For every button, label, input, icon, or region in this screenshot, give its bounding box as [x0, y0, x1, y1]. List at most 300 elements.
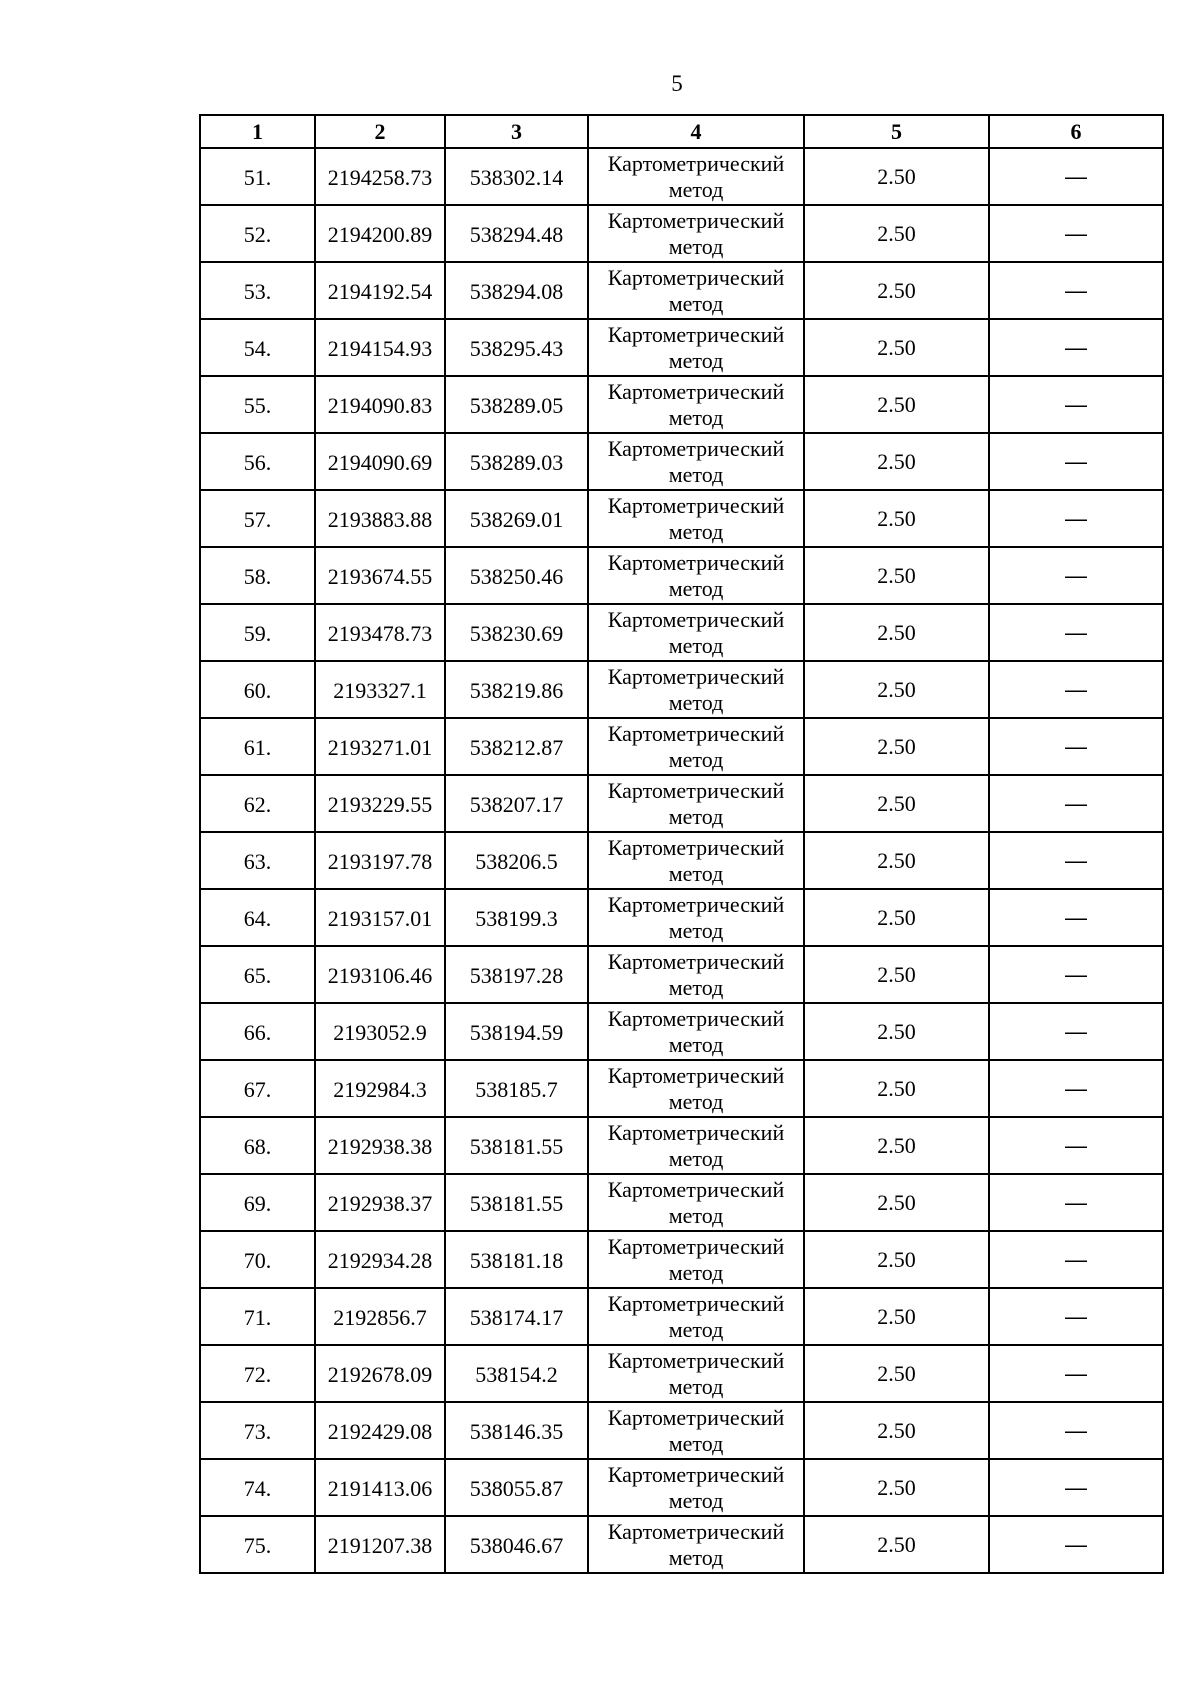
method-line-2: метод	[668, 347, 724, 373]
method-line-2: метод	[668, 1259, 724, 1285]
method-cell	[588, 319, 804, 376]
accuracy-cell	[804, 1516, 989, 1573]
y-coordinate: 538289.03	[469, 449, 564, 475]
method-line-1: Картометрический	[607, 663, 785, 689]
y-coordinate: 538199.3	[475, 905, 558, 931]
method-line-1: Картометрический	[607, 1290, 785, 1316]
point-number-cell	[200, 148, 315, 205]
note-cell	[989, 547, 1163, 604]
header-col-4: 4	[588, 115, 804, 148]
header-col-1: 1	[200, 115, 315, 148]
method-line-1: Картометрический	[607, 1062, 785, 1088]
y-coordinate-cell	[445, 1288, 588, 1345]
accuracy-value: 2.50	[877, 505, 916, 531]
point-number-cell	[200, 775, 315, 832]
method-line-2: метод	[668, 974, 724, 1000]
x-coordinate-cell	[315, 1288, 445, 1345]
accuracy-value: 2.50	[877, 904, 916, 930]
table-row	[200, 718, 1163, 775]
y-coordinate-cell	[445, 490, 588, 547]
accuracy-cell	[804, 718, 989, 775]
point-number: 62.	[243, 791, 272, 817]
accuracy-value: 2.50	[877, 562, 916, 588]
accuracy-cell	[804, 889, 989, 946]
x-coordinate: 2193229.55	[327, 791, 433, 817]
y-coordinate: 538055.87	[469, 1475, 564, 1501]
table-row	[200, 262, 1163, 319]
point-number-cell	[200, 1117, 315, 1174]
note-cell	[989, 718, 1163, 775]
y-coordinate-cell	[445, 718, 588, 775]
table-row	[200, 433, 1163, 490]
point-number-cell	[200, 1060, 315, 1117]
method-cell	[588, 376, 804, 433]
method-cell	[588, 1402, 804, 1459]
table-row	[200, 1060, 1163, 1117]
x-coordinate: 2194258.73	[327, 164, 433, 190]
x-coordinate-cell	[315, 1060, 445, 1117]
point-number: 75.	[243, 1532, 272, 1558]
accuracy-value: 2.50	[877, 961, 916, 987]
method-line-1: Картометрический	[607, 264, 785, 290]
note-cell	[989, 205, 1163, 262]
dash-mark: —	[1065, 847, 1087, 873]
point-number: 54.	[243, 335, 272, 361]
method-line-2: метод	[668, 1373, 724, 1399]
x-coordinate: 2193052.9	[333, 1019, 427, 1045]
y-coordinate: 538197.28	[469, 962, 564, 988]
method-line-1: Картометрический	[607, 150, 785, 176]
table-row	[200, 889, 1163, 946]
method-line-1: Картометрический	[607, 1176, 785, 1202]
x-coordinate-cell	[315, 1516, 445, 1573]
table-row	[200, 604, 1163, 661]
point-number: 55.	[243, 392, 272, 418]
y-coordinate: 538207.17	[469, 791, 564, 817]
point-number-cell	[200, 319, 315, 376]
x-coordinate: 2192934.28	[327, 1247, 433, 1273]
y-coordinate-cell	[445, 832, 588, 889]
x-coordinate: 2193478.73	[327, 620, 433, 646]
x-coordinate-cell	[315, 547, 445, 604]
table-row	[200, 1174, 1163, 1231]
method-cell	[588, 832, 804, 889]
accuracy-value: 2.50	[877, 1018, 916, 1044]
x-coordinate: 2191413.06	[327, 1475, 433, 1501]
table-row	[200, 1402, 1163, 1459]
point-number-cell	[200, 832, 315, 889]
x-coordinate-cell	[315, 319, 445, 376]
note-cell	[989, 319, 1163, 376]
method-line-1: Картометрический	[607, 1005, 785, 1031]
x-coordinate-cell	[315, 718, 445, 775]
header-col-6: 6	[989, 115, 1163, 148]
note-cell	[989, 1003, 1163, 1060]
accuracy-cell	[804, 319, 989, 376]
note-cell	[989, 376, 1163, 433]
method-line-1: Картометрический	[607, 1119, 785, 1145]
method-line-1: Картометрический	[607, 834, 785, 860]
x-coordinate-cell	[315, 889, 445, 946]
point-number: 59.	[243, 620, 272, 646]
y-coordinate-cell	[445, 319, 588, 376]
table-row	[200, 661, 1163, 718]
point-number: 72.	[243, 1361, 272, 1387]
accuracy-cell	[804, 205, 989, 262]
accuracy-cell	[804, 433, 989, 490]
x-coordinate: 2192856.7	[333, 1304, 427, 1330]
point-number: 73.	[243, 1418, 272, 1444]
table-row	[200, 1117, 1163, 1174]
y-coordinate: 538289.05	[469, 392, 564, 418]
point-number-cell	[200, 604, 315, 661]
method-line-2: метод	[668, 1487, 724, 1513]
method-line-1: Картометрический	[607, 1518, 785, 1544]
method-line-2: метод	[668, 1031, 724, 1057]
accuracy-value: 2.50	[877, 1303, 916, 1329]
method-cell	[588, 1174, 804, 1231]
dash-mark: —	[1065, 505, 1087, 531]
point-number: 57.	[243, 506, 272, 532]
note-cell	[989, 1117, 1163, 1174]
method-cell	[588, 775, 804, 832]
accuracy-value: 2.50	[877, 1246, 916, 1272]
accuracy-cell	[804, 1060, 989, 1117]
table-body	[200, 148, 1163, 1573]
method-line-1: Картометрический	[607, 378, 785, 404]
method-cell	[588, 661, 804, 718]
y-coordinate-cell	[445, 775, 588, 832]
x-coordinate-cell	[315, 1402, 445, 1459]
method-line-1: Картометрический	[607, 1347, 785, 1373]
accuracy-value: 2.50	[877, 1417, 916, 1443]
table-row	[200, 1231, 1163, 1288]
table-row	[200, 832, 1163, 889]
point-number: 63.	[243, 848, 272, 874]
x-coordinate: 2194200.89	[327, 221, 433, 247]
x-coordinate: 2192429.08	[327, 1418, 433, 1444]
note-cell	[989, 148, 1163, 205]
method-cell	[588, 889, 804, 946]
method-cell	[588, 946, 804, 1003]
method-cell	[588, 262, 804, 319]
point-number: 52.	[243, 221, 272, 247]
point-number-cell	[200, 946, 315, 1003]
point-number: 60.	[243, 677, 272, 703]
note-cell	[989, 490, 1163, 547]
table-row	[200, 1516, 1163, 1573]
accuracy-value: 2.50	[877, 676, 916, 702]
y-coordinate: 538212.87	[469, 734, 564, 760]
y-coordinate: 538046.67	[469, 1532, 564, 1558]
accuracy-value: 2.50	[877, 334, 916, 360]
dash-mark: —	[1065, 220, 1087, 246]
x-coordinate-cell	[315, 205, 445, 262]
method-line-2: метод	[668, 233, 724, 259]
point-number-cell	[200, 1231, 315, 1288]
x-coordinate-cell	[315, 376, 445, 433]
x-coordinate: 2192938.38	[327, 1133, 433, 1159]
dash-mark: —	[1065, 1417, 1087, 1443]
y-coordinate-cell	[445, 889, 588, 946]
point-number: 56.	[243, 449, 272, 475]
accuracy-cell	[804, 604, 989, 661]
coordinates-table	[199, 114, 1164, 1574]
dash-mark: —	[1065, 961, 1087, 987]
note-cell	[989, 775, 1163, 832]
x-coordinate-cell	[315, 604, 445, 661]
point-number-cell	[200, 1402, 315, 1459]
accuracy-cell	[804, 1345, 989, 1402]
method-line-1: Картометрический	[607, 606, 785, 632]
y-coordinate: 538250.46	[469, 563, 564, 589]
method-line-2: метод	[668, 1202, 724, 1228]
y-coordinate: 538294.48	[469, 221, 564, 247]
accuracy-cell	[804, 832, 989, 889]
point-number-cell	[200, 376, 315, 433]
y-coordinate-cell	[445, 1117, 588, 1174]
method-line-1: Картометрический	[607, 1404, 785, 1430]
method-line-2: метод	[668, 1088, 724, 1114]
x-coordinate-cell	[315, 1003, 445, 1060]
accuracy-cell	[804, 1174, 989, 1231]
note-cell	[989, 1516, 1163, 1573]
accuracy-cell	[804, 490, 989, 547]
note-cell	[989, 604, 1163, 661]
y-coordinate: 538181.18	[469, 1247, 564, 1273]
y-coordinate-cell	[445, 1402, 588, 1459]
y-coordinate: 538302.14	[469, 164, 564, 190]
x-coordinate-cell	[315, 262, 445, 319]
accuracy-value: 2.50	[877, 277, 916, 303]
accuracy-value: 2.50	[877, 220, 916, 246]
method-cell	[588, 433, 804, 490]
point-number-cell	[200, 1003, 315, 1060]
point-number-cell	[200, 433, 315, 490]
method-line-2: метод	[668, 1430, 724, 1456]
accuracy-value: 2.50	[877, 391, 916, 417]
method-line-2: метод	[668, 461, 724, 487]
accuracy-cell	[804, 775, 989, 832]
accuracy-value: 2.50	[877, 163, 916, 189]
method-cell	[588, 1288, 804, 1345]
point-number-cell	[200, 661, 315, 718]
y-coordinate: 538194.59	[469, 1019, 564, 1045]
accuracy-value: 2.50	[877, 1360, 916, 1386]
method-cell	[588, 1516, 804, 1573]
point-number: 58.	[243, 563, 272, 589]
accuracy-value: 2.50	[877, 619, 916, 645]
method-cell	[588, 1459, 804, 1516]
method-line-1: Картометрический	[607, 948, 785, 974]
dash-mark: —	[1065, 790, 1087, 816]
note-cell	[989, 1231, 1163, 1288]
x-coordinate: 2193674.55	[327, 563, 433, 589]
accuracy-cell	[804, 1402, 989, 1459]
table-row	[200, 1288, 1163, 1345]
point-number: 69.	[243, 1190, 272, 1216]
y-coordinate-cell	[445, 946, 588, 1003]
dash-mark: —	[1065, 676, 1087, 702]
y-coordinate-cell	[445, 376, 588, 433]
method-line-2: метод	[668, 290, 724, 316]
y-coordinate: 538174.17	[469, 1304, 564, 1330]
x-coordinate: 2192984.3	[333, 1076, 427, 1102]
accuracy-cell	[804, 1003, 989, 1060]
dash-mark: —	[1065, 448, 1087, 474]
point-number-cell	[200, 718, 315, 775]
method-line-1: Картометрический	[607, 549, 785, 575]
y-coordinate: 538146.35	[469, 1418, 564, 1444]
dash-mark: —	[1065, 1132, 1087, 1158]
method-cell	[588, 1060, 804, 1117]
dash-mark: —	[1065, 163, 1087, 189]
note-cell	[989, 262, 1163, 319]
note-cell	[989, 1345, 1163, 1402]
point-number: 64.	[243, 905, 272, 931]
method-line-2: метод	[668, 803, 724, 829]
method-cell	[588, 205, 804, 262]
x-coordinate-cell	[315, 1174, 445, 1231]
table-row	[200, 490, 1163, 547]
x-coordinate: 2194154.93	[327, 335, 433, 361]
note-cell	[989, 832, 1163, 889]
y-coordinate-cell	[445, 1459, 588, 1516]
y-coordinate: 538154.2	[475, 1361, 558, 1387]
y-coordinate: 538206.5	[475, 848, 558, 874]
y-coordinate-cell	[445, 205, 588, 262]
point-number: 65.	[243, 962, 272, 988]
method-line-2: метод	[668, 1145, 724, 1171]
x-coordinate-cell	[315, 775, 445, 832]
accuracy-value: 2.50	[877, 448, 916, 474]
method-cell	[588, 1345, 804, 1402]
dash-mark: —	[1065, 1075, 1087, 1101]
x-coordinate: 2193197.78	[327, 848, 433, 874]
table-row	[200, 205, 1163, 262]
x-coordinate: 2192938.37	[327, 1190, 433, 1216]
page-number: 5	[671, 71, 683, 96]
y-coordinate: 538185.7	[475, 1076, 558, 1102]
note-cell	[989, 661, 1163, 718]
x-coordinate-cell	[315, 946, 445, 1003]
method-cell	[588, 718, 804, 775]
y-coordinate: 538181.55	[469, 1190, 564, 1216]
y-coordinate-cell	[445, 1231, 588, 1288]
dash-mark: —	[1065, 904, 1087, 930]
dash-mark: —	[1065, 277, 1087, 303]
dash-mark: —	[1065, 1246, 1087, 1272]
y-coordinate-cell	[445, 433, 588, 490]
method-line-2: метод	[668, 518, 724, 544]
x-coordinate-cell	[315, 832, 445, 889]
method-line-2: метод	[668, 689, 724, 715]
accuracy-cell	[804, 1231, 989, 1288]
y-coordinate: 538269.01	[469, 506, 564, 532]
method-line-1: Картометрический	[607, 207, 785, 233]
y-coordinate-cell	[445, 1516, 588, 1573]
point-number-cell	[200, 547, 315, 604]
point-number: 61.	[243, 734, 272, 760]
note-cell	[989, 1459, 1163, 1516]
accuracy-value: 2.50	[877, 1132, 916, 1158]
point-number-cell	[200, 1288, 315, 1345]
table-row	[200, 946, 1163, 1003]
method-line-2: метод	[668, 860, 724, 886]
accuracy-cell	[804, 661, 989, 718]
method-line-1: Картометрический	[607, 321, 785, 347]
y-coordinate-cell	[445, 604, 588, 661]
x-coordinate: 2194090.83	[327, 392, 433, 418]
accuracy-cell	[804, 376, 989, 433]
method-line-2: метод	[668, 1316, 724, 1342]
note-cell	[989, 1402, 1163, 1459]
method-cell	[588, 148, 804, 205]
y-coordinate-cell	[445, 148, 588, 205]
point-number: 68.	[243, 1133, 272, 1159]
dash-mark: —	[1065, 1474, 1087, 1500]
accuracy-cell	[804, 547, 989, 604]
accuracy-value: 2.50	[877, 1531, 916, 1557]
x-coordinate-cell	[315, 1345, 445, 1402]
method-line-1: Картометрический	[607, 435, 785, 461]
method-cell	[588, 1003, 804, 1060]
table-row	[200, 547, 1163, 604]
dash-mark: —	[1065, 1189, 1087, 1215]
x-coordinate: 2194090.69	[327, 449, 433, 475]
method-cell	[588, 604, 804, 661]
dash-mark: —	[1065, 562, 1087, 588]
point-number-cell	[200, 490, 315, 547]
accuracy-value: 2.50	[877, 733, 916, 759]
x-coordinate-cell	[315, 490, 445, 547]
method-cell	[588, 490, 804, 547]
accuracy-value: 2.50	[877, 1189, 916, 1215]
point-number: 51.	[243, 164, 272, 190]
header-col-5: 5	[804, 115, 989, 148]
x-coordinate: 2194192.54	[327, 278, 433, 304]
method-line-1: Картометрический	[607, 492, 785, 518]
dash-mark: —	[1065, 1531, 1087, 1557]
method-cell	[588, 547, 804, 604]
point-number: 71.	[243, 1304, 272, 1330]
accuracy-cell	[804, 148, 989, 205]
method-line-1: Картометрический	[607, 720, 785, 746]
method-line-1: Картометрический	[607, 777, 785, 803]
table-row	[200, 1345, 1163, 1402]
y-coordinate-cell	[445, 547, 588, 604]
header-col-3: 3	[445, 115, 588, 148]
method-line-2: метод	[668, 404, 724, 430]
method-line-1: Картометрический	[607, 1461, 785, 1487]
point-number-cell	[200, 1174, 315, 1231]
point-number-cell	[200, 1459, 315, 1516]
table-row	[200, 376, 1163, 433]
table-row	[200, 148, 1163, 205]
method-cell	[588, 1117, 804, 1174]
point-number-cell	[200, 205, 315, 262]
y-coordinate-cell	[445, 1060, 588, 1117]
accuracy-cell	[804, 1117, 989, 1174]
note-cell	[989, 1060, 1163, 1117]
x-coordinate-cell	[315, 1231, 445, 1288]
method-line-1: Картометрический	[607, 1233, 785, 1259]
note-cell	[989, 433, 1163, 490]
x-coordinate: 2193271.01	[327, 734, 433, 760]
accuracy-cell	[804, 262, 989, 319]
y-coordinate: 538181.55	[469, 1133, 564, 1159]
y-coordinate-cell	[445, 262, 588, 319]
